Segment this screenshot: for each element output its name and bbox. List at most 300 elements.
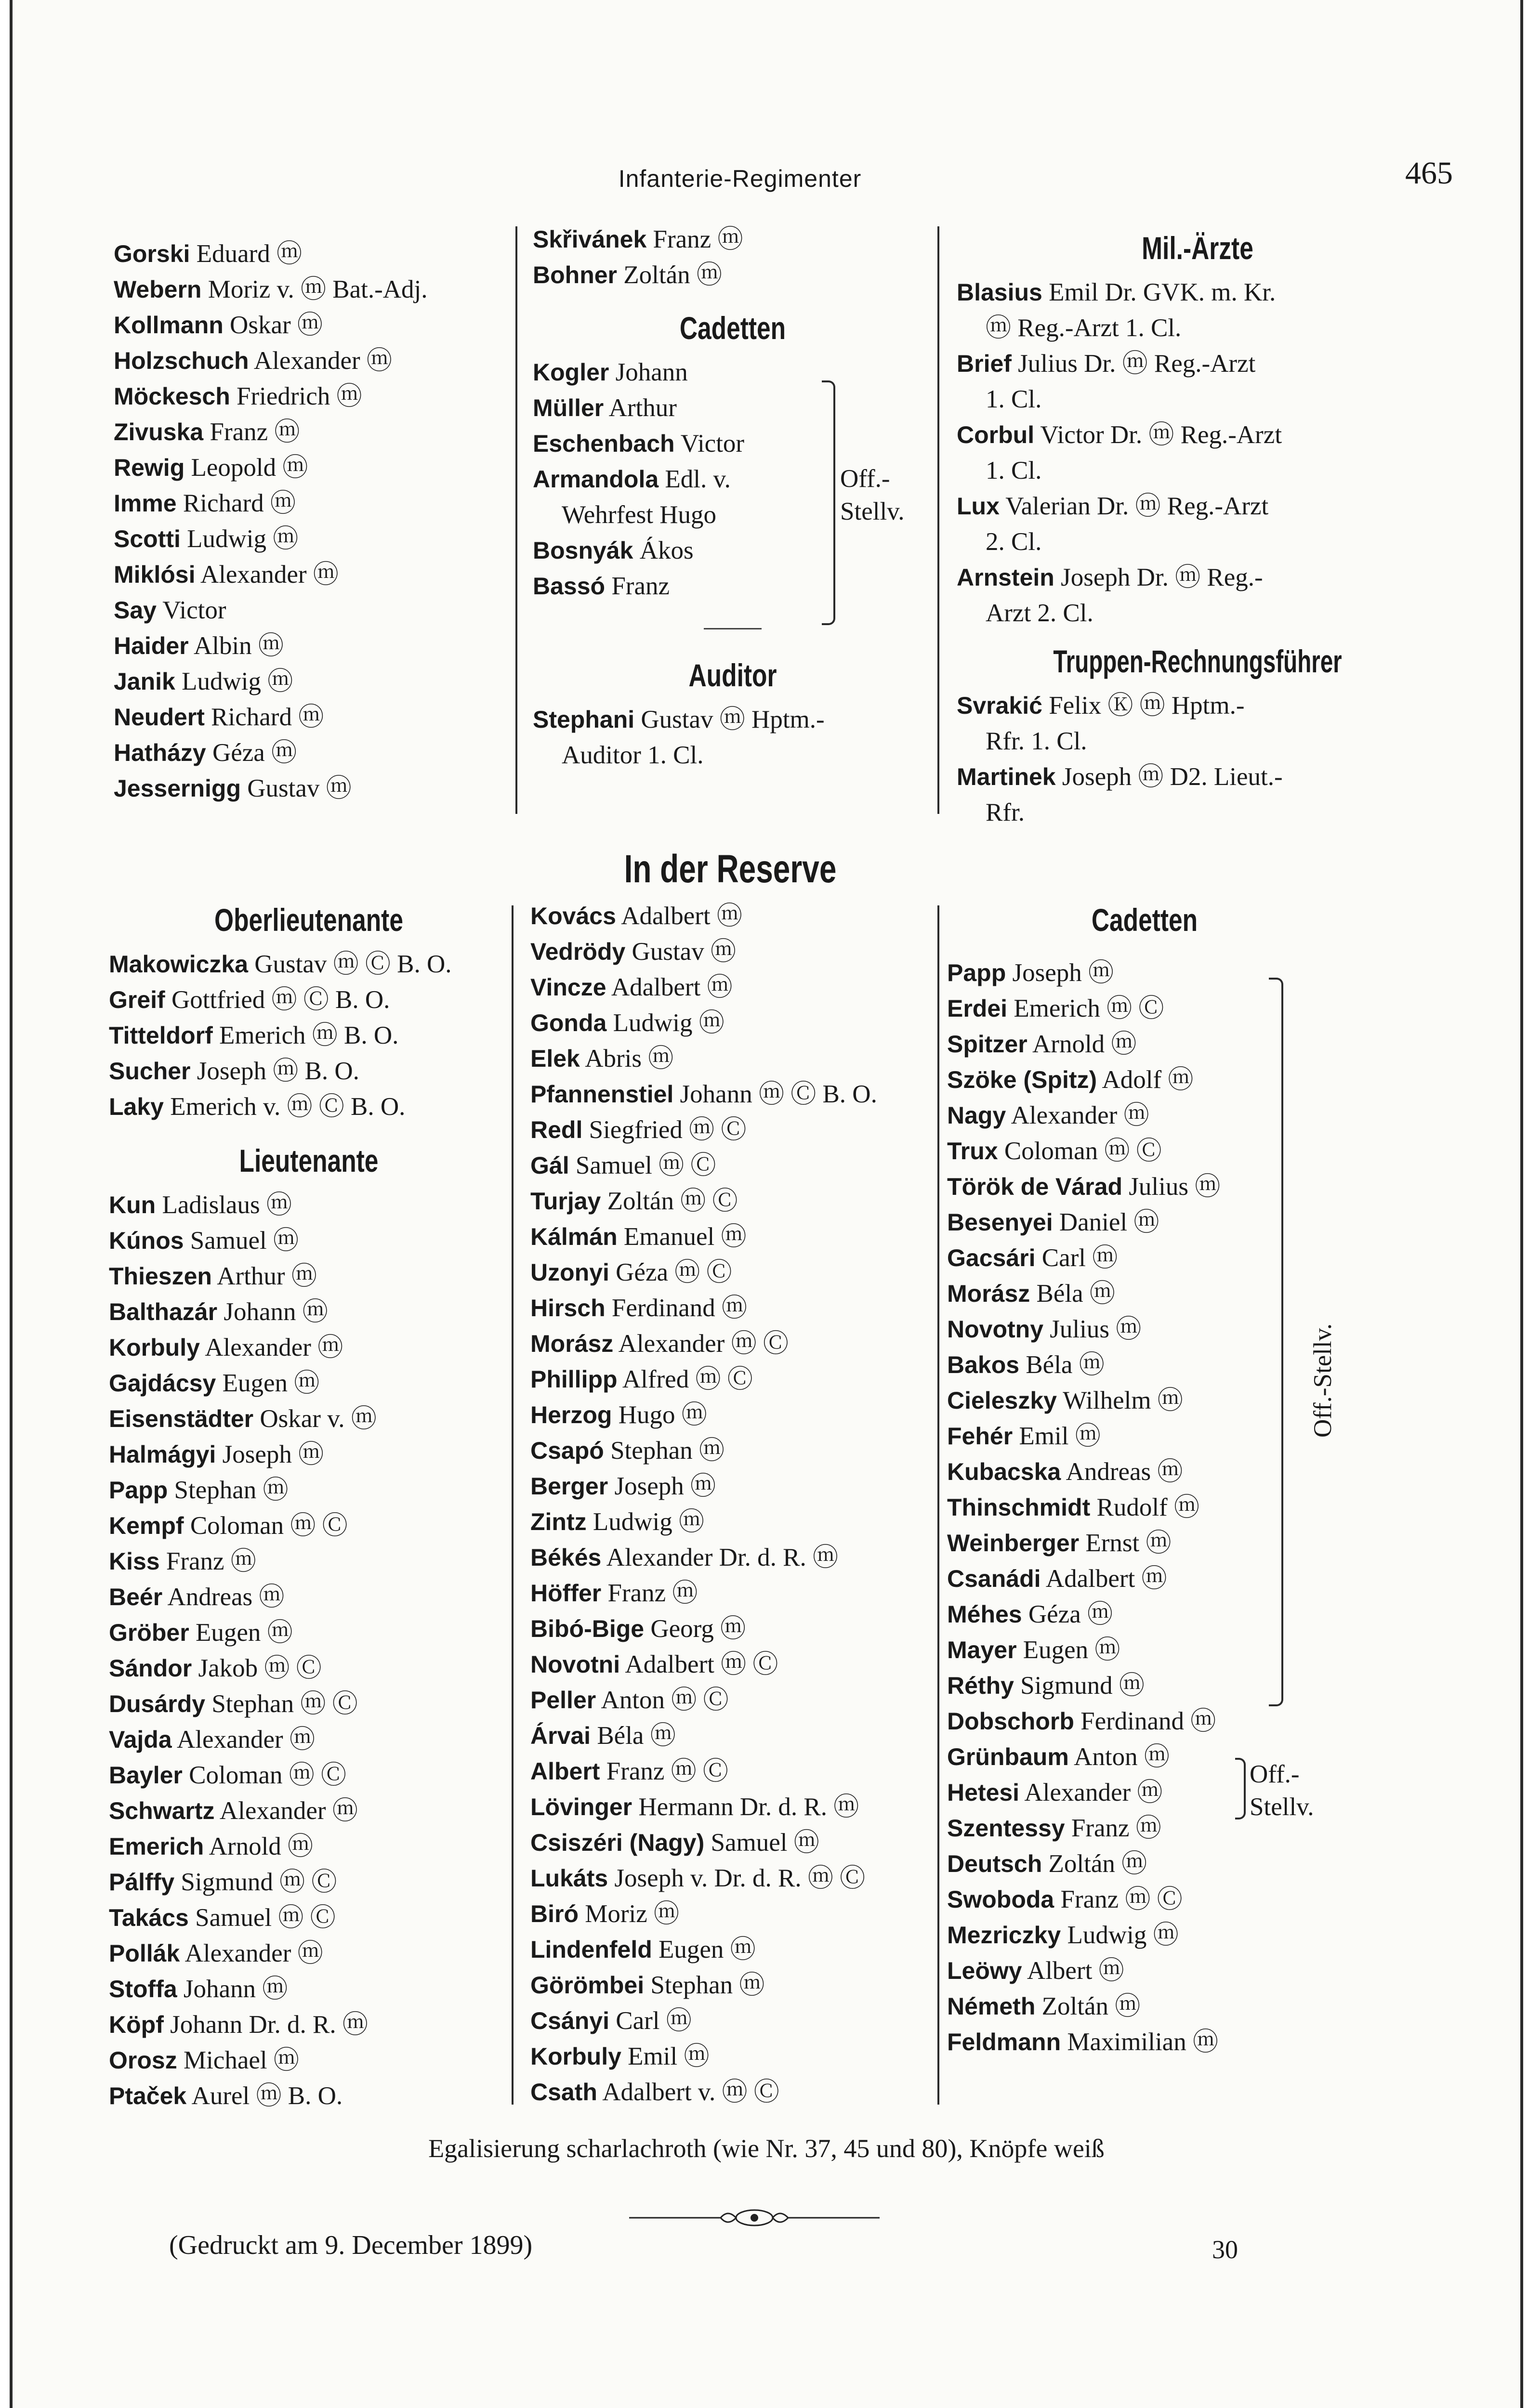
reserve-cadet-entry-details: Adolf ⓜ (1102, 1066, 1194, 1094)
reserve-entry-details: Hermann Dr. d. R. ⓜ (638, 1793, 859, 1821)
reserve-entry-details: Gustav ⓜ (632, 938, 736, 966)
lieutenant-entry-details: Eugen ⓜ (195, 1619, 293, 1647)
lieutenant-entry-surname: Köpf (109, 2011, 164, 2038)
reserve-entry-details: Adalbert v. ⓜ Ⓒ (602, 2078, 779, 2106)
reserve-cadet-entry-surname: Morász (947, 1280, 1030, 1307)
reserve-entry (530, 1148, 935, 1183)
reserve-cadet-entry-details: Alexander ⓜ (1024, 1779, 1163, 1806)
doctor-entry (957, 488, 1438, 524)
lieutenant-entry-surname: Gröber (109, 1619, 189, 1646)
reserve-entry-details: Joseph ⓜ (614, 1472, 716, 1500)
roster-entry-details: Franz ⓜ (210, 418, 300, 446)
reserve-entry-surname: Lukáts (530, 1865, 608, 1892)
cadet-entry-details: Edl. v. (665, 465, 731, 493)
roster-entry-surname: Zivuska (114, 419, 204, 445)
lieutenant-entry-details: Joseph ⓜ (222, 1440, 324, 1468)
lieutenant-entry-surname: Eisenstädter (109, 1405, 254, 1432)
reserve-entry (530, 2074, 935, 2110)
lieutenant-entry (109, 1615, 509, 1650)
reserve-entry-details: Béla ⓜ (597, 1722, 676, 1750)
reserve-entry (530, 1504, 935, 1540)
lieutenant-entry-surname: Papp (109, 1477, 168, 1504)
reserve-cadet-entry-surname: Hetesi (947, 1779, 1020, 1806)
reserve-cadet-entry-details: Adalbert ⓜ (1045, 1565, 1167, 1593)
lieutenant-entry (109, 1829, 509, 1864)
reserve-entry (530, 1326, 935, 1361)
doctor-entry-details: Julius Dr. ⓜ Reg.-Arzt (1018, 350, 1256, 378)
reserve-cadet-entry (947, 1703, 1342, 1739)
reserve-entry-surname: Novotni (530, 1651, 620, 1678)
reserve-entry-details: Samuel ⓜ Ⓒ (575, 1152, 716, 1179)
oberlieutenant-entry-details: Emerich v. ⓜ Ⓒ B. O. (170, 1093, 406, 1121)
reserve-entry (530, 1005, 935, 1041)
reserve-cadet-entry (947, 1953, 1342, 1989)
reserve-entry (530, 1540, 935, 1575)
reserve-entry (530, 1041, 935, 1076)
accountant-entry-surname: Svrakić (957, 692, 1042, 719)
reserve-cadet-entry-surname: Feldmann (947, 2028, 1061, 2055)
roster-entry-surname: Jessernigg (114, 775, 241, 802)
lieutenant-entry (109, 1437, 509, 1472)
reserve-cadet-entry-details: Joseph ⓜ (1012, 959, 1114, 987)
lieutenant-entry (109, 1258, 509, 1294)
reserve-cadet-entry-details: Maximilian ⓜ (1067, 2028, 1218, 2056)
reserve-entry-details: Stephan ⓜ (610, 1437, 725, 1465)
accountant-entry-surname: Martinek (957, 763, 1056, 790)
roster-entry (114, 343, 514, 379)
reserve-cadet-entry-surname: Dobschorb (947, 1708, 1074, 1735)
roster-entry (114, 735, 514, 771)
oberlieutenant-entry-surname: Greif (109, 986, 165, 1013)
reserve-entry (530, 1647, 935, 1682)
reserve-cadet-entry-surname: Novotny (947, 1316, 1043, 1343)
reserve-cadet-entry (947, 1917, 1342, 1953)
doctor-entry-surname: Corbul (957, 421, 1035, 448)
lieutenant-entry (109, 1936, 509, 1971)
roster-entry-details: Friedrich ⓜ (237, 382, 362, 410)
reserve-cadet-entry-surname: Németh (947, 1993, 1036, 2020)
reserve-entry-surname: Zintz (530, 1508, 587, 1535)
lieutenant-entry-surname: Halmágyi (109, 1441, 216, 1468)
roster-entry-details: Franz ⓜ (653, 225, 743, 253)
section-divider (704, 628, 762, 629)
oberlieutenant-entry-details: Emerich ⓜ B. O. (219, 1021, 399, 1049)
reserve-entry (530, 1967, 935, 2003)
reserve-entry-details: Adalbert ⓜ (611, 973, 733, 1001)
lieutenant-entry-surname: Kiss (109, 1548, 160, 1575)
cadet-entry (533, 533, 933, 568)
reserve-entry (530, 1290, 935, 1326)
reserve-entry-surname: Turjay (530, 1188, 601, 1215)
reserve-entry-surname: Höffer (530, 1580, 602, 1607)
cadet-entry (533, 568, 933, 604)
roster-entry-surname: Miklósi (114, 561, 196, 588)
lieutenant-entry-details: Stephan ⓜ Ⓒ (211, 1690, 358, 1718)
mil-aerzte-heading: Mil.-Ärzte (1142, 230, 1253, 266)
accountant-entry (957, 688, 1438, 723)
roster-entry-surname: Kollmann (114, 312, 224, 339)
roster-entry-details: Alexander ⓜ (200, 561, 339, 589)
reserve-entry-details: Franz ⓜ (607, 1579, 698, 1607)
lieutenant-entry (109, 1757, 509, 1793)
col3-top (957, 222, 1438, 830)
cadet-entry-surname: Kogler (533, 359, 609, 386)
reserve-entry-surname: Korbuly (530, 2043, 621, 2070)
doctor-entry (957, 595, 1438, 631)
roster-entry-surname: Haider (114, 632, 189, 659)
reserve-cadet-entry-details: Rudolf ⓜ (1096, 1493, 1199, 1521)
lieutenant-entry-details: Stephan ⓜ (174, 1476, 289, 1504)
lieutenant-entry-surname: Emerich (109, 1833, 204, 1860)
roster-entry-details: Oskar ⓜ (230, 311, 323, 339)
reserve-cadet-entry-surname: Leöwy (947, 1957, 1022, 1984)
running-header-title: Infanterie-Regimenter (618, 165, 862, 192)
reserve-cadet-entry-details: Daniel ⓜ (1059, 1208, 1159, 1236)
lieutenant-entry-details: Johann ⓜ (224, 1298, 328, 1326)
reserve-entry-details: Johann ⓜ Ⓒ B. O. (680, 1080, 877, 1108)
reserve-entry-details: Géza ⓜ Ⓒ (616, 1258, 732, 1286)
doctor-entry-details: Emil Dr. GVK. m. Kr. (1049, 278, 1276, 306)
lieutenant-entry-details: Coloman ⓜ Ⓒ (189, 1761, 346, 1789)
roster-entry (114, 628, 514, 664)
reserve-cadet-entry-details: Franz ⓜ (1071, 1814, 1161, 1842)
doctor-entry (957, 560, 1438, 595)
reserve-entry-details: Samuel ⓜ (711, 1829, 819, 1857)
reserve-cadet-entry-surname: Bakos (947, 1351, 1020, 1378)
doctor-entry (957, 453, 1438, 488)
roster-entry-details: Eduard ⓜ (196, 240, 302, 268)
lieutenant-entry-surname: Sándor (109, 1655, 192, 1682)
roster-entry-details: Ludwig ⓜ (182, 667, 293, 695)
reserve-cadet-entry-surname: Deutsch (947, 1850, 1042, 1877)
reserve-cadet-entry-details: Sigmund ⓜ (1020, 1672, 1145, 1700)
reserve-entry-details: Alfred ⓜ Ⓒ (622, 1365, 753, 1393)
lieutenant-entry-details: Franz ⓜ (166, 1547, 256, 1575)
roster-entry (114, 664, 514, 699)
roster-entry-surname: Hatházy (114, 739, 206, 766)
lieutenant-entry-surname: Kun (109, 1191, 156, 1218)
reserve-entry (530, 1718, 935, 1754)
lieutenant-entry-surname: Orosz (109, 2047, 177, 2074)
reserve-cadet-entry-surname: Besenyei (947, 1209, 1053, 1236)
lieutenant-entry-surname: Ptaček (109, 2082, 187, 2109)
reserve-entry-surname: Kovács (530, 903, 616, 929)
reserve-entry (530, 1932, 935, 1967)
accountant-entry (957, 759, 1438, 795)
reserve-entry-surname: Elek (530, 1045, 580, 1072)
lieutenante-heading: Lieutenante (239, 1143, 379, 1178)
page (10, 0, 1523, 2408)
reserve-cadet-entry-details: Zoltán ⓜ (1041, 1992, 1141, 2020)
doctor-entry-surname: Blasius (957, 279, 1042, 306)
ornament-divider (629, 2203, 880, 2232)
reserve-cadet-entry-surname: Szentessy (947, 1815, 1065, 1842)
lieutenant-entry-surname: Korbuly (109, 1334, 200, 1361)
oberlieutenant-entry-surname: Makowiczka (109, 951, 249, 978)
reserve-cadet-entry-details: Ernst ⓜ (1085, 1529, 1172, 1557)
roster-entry-details: Ludwig ⓜ (187, 525, 299, 553)
oberlieutenant-entry-details: Gustav ⓜ Ⓒ B. O. (254, 950, 452, 978)
roster-entry-surname: Imme (114, 490, 177, 517)
lieutenant-entry (109, 1223, 509, 1258)
column-rule-top-left (515, 226, 517, 814)
reserve-entry (530, 969, 935, 1005)
doctor-entry (957, 346, 1438, 381)
oberlieutenante-heading: Oberlieutenante (214, 902, 403, 938)
lieutenant-entry-surname: Balthazár (109, 1298, 218, 1325)
lieutenant-entry (109, 1971, 509, 2007)
column-rule-bottom-left (512, 905, 514, 2105)
roster-entry-surname: Janik (114, 668, 175, 695)
lieutenant-entry-details: Michael ⓜ (183, 2046, 299, 2074)
reserve-entry-details: Joseph v. Dr. d. R. ⓜ Ⓒ (614, 1864, 866, 1892)
reserve-cadet-entry-details: Béla ⓜ (1036, 1280, 1115, 1308)
doctor-entry-details: Victor Dr. ⓜ Reg.-Arzt (1040, 421, 1282, 449)
reserve-cadet-entry-surname: Gacsári (947, 1244, 1036, 1271)
reserve-entry-details: Ludwig ⓜ (593, 1508, 705, 1536)
cadet-entry (533, 354, 933, 390)
cadet-entry-details: Johann (615, 358, 688, 386)
reserve-cadet-entry-surname: Török de Várad (947, 1173, 1122, 1200)
lieutenant-entry-details: Alexander ⓜ (205, 1334, 343, 1361)
reserve-entry-surname: Biró (530, 1900, 579, 1927)
reserve-entry (530, 1754, 935, 1789)
reserve-entry (530, 1468, 935, 1504)
accountant-entry-details: Felix Ⓚ ⓜ Hptm.- (1049, 692, 1245, 720)
roster-entry-details: Victor (162, 596, 226, 624)
reserve-entry-surname: Csányi (530, 2007, 609, 2034)
accountant-entry (957, 795, 1438, 830)
lieutenant-entry (109, 1508, 509, 1544)
roster-entry (114, 699, 514, 735)
lieutenant-entry (109, 1686, 509, 1722)
lieutenant-entry (109, 1365, 509, 1401)
reserve-entry-details: Adalbert ⓜ Ⓒ (625, 1650, 778, 1678)
print-date: (Gedruckt am 9. December 1899) (169, 2230, 533, 2260)
roster-entry (533, 257, 933, 293)
lieutenant-entry (109, 1294, 509, 1330)
lieutenant-entry-details: Samuel ⓜ Ⓒ (195, 1904, 336, 1932)
roster-entry (114, 592, 514, 628)
reserve-entry-surname: Gál (530, 1152, 569, 1179)
lieutenant-entry (109, 2007, 509, 2042)
oberlieutenant-entry (109, 946, 509, 982)
reserve-entry (530, 1076, 935, 1112)
roster-entry (114, 272, 514, 307)
reserve-cadet-entry-details: Alexander ⓜ (1011, 1101, 1149, 1129)
reserve-entry (530, 1112, 935, 1148)
roster-entry-details: Alexander ⓜ (253, 347, 392, 375)
doctor-entry (957, 310, 1438, 346)
lieutenant-entry-surname: Pollák (109, 1940, 180, 1967)
reserve-entry-details: Stephan ⓜ (650, 1971, 765, 1999)
reserve-entry-surname: Redl (530, 1116, 583, 1143)
roster-entry-surname: Gorski (114, 240, 190, 267)
roster-entry (114, 557, 514, 592)
reserve-entry (530, 1361, 935, 1397)
cadet-entry-details: Wehrfest Hugo (562, 501, 717, 529)
reserve-entry-surname: Vincze (530, 974, 606, 1001)
oberlieutenant-entry-surname: Laky (109, 1093, 164, 1120)
reserve-cadet-entry-surname: Mayer (947, 1636, 1017, 1663)
lieutenant-entry (109, 1793, 509, 1829)
oberlieutenant-entry (109, 982, 509, 1018)
reserve-entry (530, 1860, 935, 1896)
doctor-entry (957, 524, 1438, 560)
roster-entry-surname: Rewig (114, 454, 185, 481)
oberlieutenant-entry-surname: Titteldorf (109, 1022, 213, 1049)
accountant-entry (957, 723, 1438, 759)
reserve-entry-surname: Peller (530, 1687, 596, 1714)
auditor-cont: Auditor 1. Cl. (562, 741, 704, 769)
doctor-entry-surname: Brief (957, 350, 1012, 377)
lieutenant-entry-details: Oskar v. ⓜ (260, 1405, 377, 1433)
reserve-cadet-entry-surname: Grünbaum (947, 1743, 1069, 1770)
lieutenant-entry-surname: Schwartz (109, 1797, 215, 1824)
lieutenant-entry (109, 1864, 509, 1900)
cadet-entry-surname: Bosnyák (533, 537, 633, 564)
egalisierung-note: Egalisierung scharlachroth (wie Nr. 37, 45 und 80), Knöpfe weiß (428, 2134, 1105, 2163)
roster-entry-details: Richard ⓜ (183, 489, 296, 517)
reserve-cadet-entry-surname: Csanádi (947, 1565, 1041, 1592)
doctor-entry-details: Arzt 2. Cl. (986, 599, 1093, 627)
accountant-entry-details: Rfr. 1. Cl. (986, 727, 1087, 755)
roster-entry (114, 379, 514, 414)
reserve-cadet-entry (947, 1882, 1342, 1917)
lieutenant-entry-details: Coloman ⓜ Ⓒ (190, 1512, 348, 1540)
reserve-entry (530, 1825, 935, 1860)
lieutenant-entry-details: Alexander ⓜ (184, 1939, 323, 1967)
cadet-entry-surname: Armandola (533, 466, 659, 493)
reserve-entry-details: Hugo ⓜ (618, 1401, 707, 1429)
lieutenant-entry-details: Alexander ⓜ (176, 1726, 315, 1754)
reserve-cadet-entry-surname: Swoboda (947, 1886, 1054, 1913)
reserve-entry (530, 1575, 935, 1611)
roster-entry-surname: Say (114, 597, 157, 624)
reserve-cadet-entry-surname: Kubacska (947, 1458, 1061, 1485)
reserve-entry-surname: Csiszéri (Nagy) (530, 1829, 705, 1856)
doctor-entry-details: Valerian Dr. ⓜ Reg.-Arzt (1005, 492, 1269, 520)
lieutenant-entry (109, 1187, 509, 1223)
reserve-entry-surname: Lindenfeld (530, 1936, 652, 1963)
accountant-entry-details: Joseph ⓜ D2. Lieut.- (1062, 763, 1283, 791)
lieutenant-entry (109, 1472, 509, 1508)
reserve-entry-surname: Bibó-Bige (530, 1615, 645, 1642)
doctor-entry-details: ⓜ Reg.-Arzt 1. Cl. (986, 314, 1182, 342)
rechnungsfuehrer-heading: Truppen-Rechnungsführer (1053, 643, 1342, 679)
page-number: 465 (1405, 156, 1453, 191)
reserve-entry (530, 2039, 935, 2074)
oberlieutenant-entry (109, 1018, 509, 1053)
auditor-heading: Auditor (688, 657, 777, 693)
doctor-entry-surname: Lux (957, 493, 1000, 520)
reserve-entry-details: Emil ⓜ (628, 2042, 710, 2070)
reserve-entry-surname: Lövinger (530, 1793, 632, 1820)
reserve-entry (530, 1255, 935, 1290)
doctor-entry (957, 417, 1438, 453)
lieutenant-entry-surname: Kempf (109, 1512, 184, 1539)
lieutenant-entry (109, 1401, 509, 1437)
reserve-entry-details: Alexander Dr. d. R. ⓜ (606, 1544, 838, 1571)
reserve-cadet-entry-details: Ludwig ⓜ (1067, 1921, 1179, 1949)
lieutenant-entry-details: Johann Dr. d. R. ⓜ (170, 2011, 368, 2039)
lieutenant-entry-details: Eugen ⓜ (222, 1369, 320, 1397)
roster-entry (114, 450, 514, 485)
col1-bottom (109, 893, 509, 2114)
reserve-cadet-entry-surname: Trux (947, 1138, 998, 1165)
roster-entry-details: Géza ⓜ (212, 739, 297, 767)
oberlieutenant-entry-details: Joseph ⓜ B. O. (197, 1057, 359, 1085)
lieutenant-entry-surname: Gajdácsy (109, 1370, 216, 1397)
roster-entry-details: Richard ⓜ (211, 703, 324, 731)
reserve-entry-details: Zoltán ⓜ Ⓒ (607, 1187, 738, 1215)
roster-entry-surname: Neudert (114, 704, 205, 731)
signature-mark: 30 (1212, 2235, 1238, 2264)
roster-entry (533, 222, 933, 257)
reserve-entry-surname: Görömbei (530, 1972, 645, 1999)
reserve-cadet-entry-details: Wilhelm ⓜ (1063, 1387, 1183, 1414)
cadet-entry-surname: Bassó (533, 573, 606, 600)
reserve-entry-details: Eugen ⓜ (659, 1936, 756, 1963)
reserve-cadet-entry-surname: Weinberger (947, 1530, 1080, 1557)
cadetten-reserve-bracket (1269, 978, 1283, 1706)
roster-entry-details: Zoltán ⓜ (623, 261, 722, 289)
reserve-entry (530, 1896, 935, 1932)
lieutenant-entry-surname: Kúnos (109, 1227, 184, 1254)
reserve-entry-surname: Vedrödy (530, 938, 626, 965)
cadet-entry-surname: Müller (533, 394, 604, 421)
lieutenant-entry (109, 1579, 509, 1615)
reserve-entry-surname: Pfannenstiel (530, 1081, 674, 1108)
reserve-cadet-entry-surname: Fehér (947, 1423, 1013, 1450)
reserve-cadet-entry-details: Coloman ⓜ Ⓒ (1004, 1137, 1162, 1165)
roster-entry-details: Moriz v. ⓜ Bat.-Adj. (208, 275, 428, 303)
roster-entry-surname: Scotti (114, 525, 181, 552)
reserve-entry-details: Anton ⓜ Ⓒ (601, 1686, 729, 1714)
auditor-entry (533, 702, 933, 737)
oberlieutenant-entry-details: Gottfried ⓜ Ⓒ B. O. (171, 986, 390, 1014)
col2-bottom (530, 898, 935, 2110)
lieutenant-entry (109, 1722, 509, 1757)
reserve-entry-surname: Albert (530, 1758, 600, 1785)
reserve-cadet-entry-details: Carl ⓜ (1041, 1244, 1118, 1272)
small-bracket-label: Off.- Stellv. (1250, 1760, 1314, 1821)
column-rule-top-right (937, 226, 939, 814)
reserve-entry-details: Moriz ⓜ (585, 1900, 680, 1928)
reserve-entry (530, 1397, 935, 1433)
reserve-cadet-entry-surname: Erdei (947, 995, 1008, 1022)
reserve-entry (530, 1611, 935, 1647)
reserve-entry-surname: Csapó (530, 1437, 604, 1464)
lieutenant-entry (109, 1900, 509, 1936)
reserve-entry-surname: Gonda (530, 1009, 607, 1036)
roster-entry-surname: Webern (114, 276, 202, 303)
reserve-cadet-entry-details: Zoltán ⓜ (1048, 1850, 1147, 1878)
reserve-entry (530, 1183, 935, 1219)
reserve-entry (530, 1219, 935, 1255)
cadetten-bracket (822, 380, 835, 625)
accountant-entry-details: Rfr. (986, 798, 1025, 826)
reserve-entry-details: Alexander ⓜ Ⓒ (618, 1330, 789, 1358)
cadet-entry (533, 426, 933, 461)
reserve-cadet-entry-details: Anton ⓜ (1074, 1743, 1170, 1771)
doctor-entry-surname: Arnstein (957, 564, 1054, 591)
small-bracket (1235, 1758, 1246, 1819)
reserve-entry-details: Abris ⓜ (585, 1045, 674, 1073)
reserve-cadet-entry-details: Julius ⓜ (1050, 1315, 1142, 1343)
lieutenant-entry-details: Ladislaus ⓜ (162, 1191, 292, 1219)
reserve-entry (530, 2003, 935, 2039)
